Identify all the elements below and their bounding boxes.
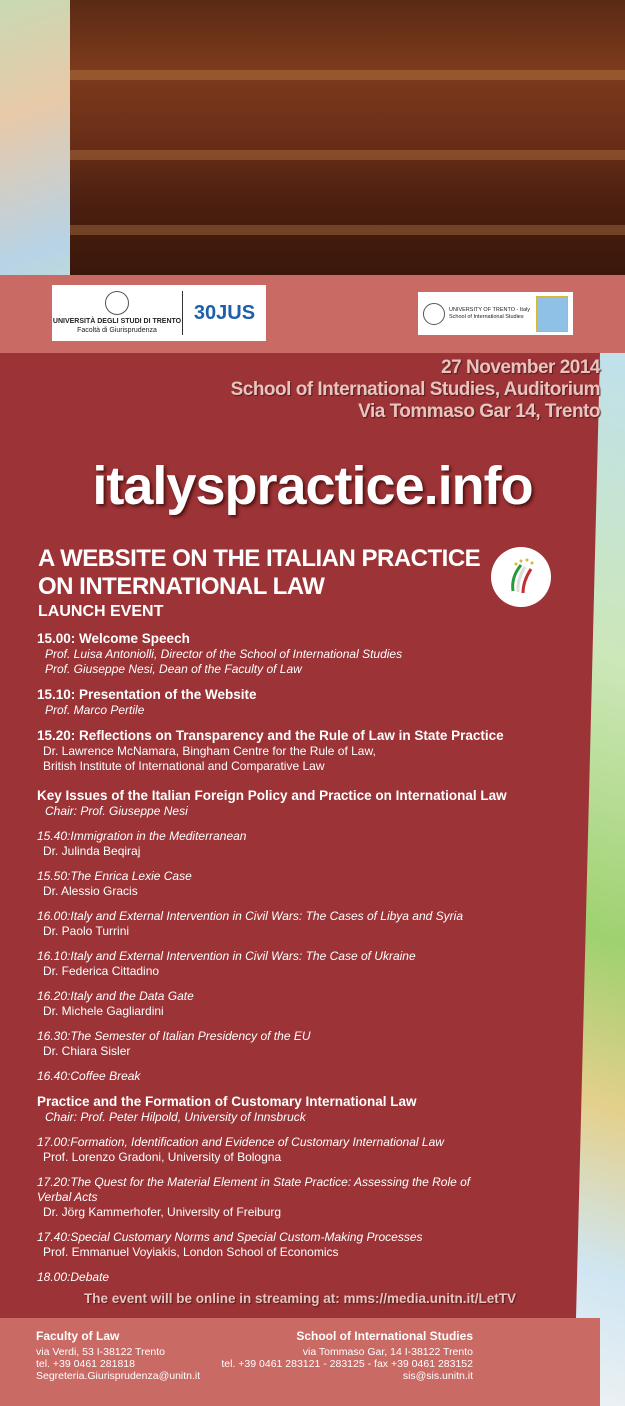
talk [37, 1135, 597, 1165]
footer-right-title: School of International Studies [296, 1329, 473, 1343]
event-info [231, 357, 600, 423]
break-label: Coffee Break [70, 1069, 141, 1083]
unitn-law-logo [52, 285, 266, 341]
talk-topic: Italy and the Data Gate [70, 989, 194, 1003]
footer-faculty-of-law [36, 1330, 200, 1382]
coffee-break [37, 1069, 597, 1084]
session-header [37, 1094, 597, 1125]
jus-logo: 30JUS [193, 301, 256, 324]
talk [37, 949, 597, 979]
talk [37, 1230, 597, 1260]
program-item-title: 15.10: Presentation of the Website [37, 687, 257, 702]
talk [37, 989, 597, 1019]
talk-topic: The Semester of Italian Presidency of the EU [70, 1029, 311, 1043]
talk [37, 1175, 597, 1220]
program-item [37, 687, 597, 718]
headline-line2: ON INTERNATIONAL LAW [38, 573, 325, 600]
university-seal-icon [423, 303, 445, 325]
talk-speaker: Dr. Jörg Kammerhofer, University of Freiburg [43, 1205, 282, 1219]
debate [37, 1270, 597, 1285]
unitn-left-faculty: Facoltà di Giurisprudenza [77, 327, 157, 334]
talk-topic: Special Customary Norms and Special Custom-Making Processes [70, 1230, 423, 1244]
session1-chair: Chair: Prof. Giuseppe Nesi [45, 804, 188, 818]
headline [38, 545, 480, 601]
program-item-title: 15.20: Reflections on Transparency and the Rule of Law in State Practice [37, 728, 504, 743]
program-item-speaker: British Institute of International and Comparative Law [43, 759, 325, 773]
talk-time: 15.50: [37, 869, 71, 883]
session-header [37, 788, 597, 819]
sis-crest-icon [536, 296, 568, 332]
program-item-speaker: Prof. Giuseppe Nesi, Dean of the Faculty of Law [45, 662, 302, 676]
university-seal-icon [105, 291, 129, 315]
footer-right-phone: tel. +39 0461 283121 - 283125 - fax +39 0461 283152 [221, 1358, 473, 1370]
talk-speaker: Prof. Emmanuel Voyiakis, London School of Economics [43, 1245, 339, 1259]
launch-event-label: LAUNCH EVENT [38, 603, 164, 620]
talk-time: 16.20: [37, 989, 71, 1003]
event-venue: School of International Studies, Auditorium [230, 379, 600, 400]
talk-speaker: Dr. Alessio Gracis [43, 884, 138, 898]
program-item-speaker: Prof. Luisa Antoniolli, Director of the School of International Studies [45, 647, 403, 661]
talk-speaker: Dr. Paolo Turrini [43, 924, 130, 938]
talk-time: 16.10: [37, 949, 71, 963]
talk [37, 909, 597, 939]
footer-right-email[interactable]: sis@sis.unitn.it [402, 1370, 473, 1382]
parliament-photo [70, 0, 625, 275]
footer-left-address: via Verdi, 53 I-38122 Trento [36, 1346, 165, 1358]
talk-speaker: Dr. Federica Cittadino [43, 964, 160, 978]
talk-time: 15.40: [37, 829, 71, 843]
talk-topic: The Quest for the Material Element in State Practice: Assessing the Role of Verbal Acts [37, 1175, 471, 1204]
unitn-right-school: School of International Studies [449, 313, 524, 320]
talk-topic: Italy and External Intervention in Civil Wars: The Case of Ukraine [70, 949, 416, 963]
unitn-right-name: UNIVERSITY OF TRENTO - Italy [449, 306, 530, 313]
program-item-title: 15.00: Welcome Speech [37, 631, 190, 646]
break-time: 16.40: [37, 1069, 71, 1083]
program-item-speaker: Prof. Marco Pertile [45, 703, 145, 717]
talk-time: 17.40: [37, 1230, 71, 1244]
session2-title: Practice and the Formation of Customary International Law [37, 1094, 417, 1109]
unitn-left-name: UNIVERSITÀ DEGLI STUDI DI TRENTO [52, 318, 182, 325]
program-item-speaker: Dr. Lawrence McNamara, Bingham Centre for the Rule of Law, [43, 744, 376, 758]
session1-title: Key Issues of the Italian Foreign Policy and Practice on International Law [37, 788, 507, 803]
talk-speaker: Dr. Chiara Sisler [43, 1044, 131, 1058]
talk-time: 16.00: [37, 909, 71, 923]
talk [37, 1029, 597, 1059]
talk-topic: Immigration in the Mediterranean [70, 829, 247, 843]
talk-time: 17.20: [37, 1175, 71, 1189]
headline-line1: A WEBSITE ON THE ITALIAN PRACTICE [38, 545, 481, 572]
footer-left-email[interactable]: Segreteria.Giurisprudenza@unitn.it [36, 1370, 201, 1382]
footer-right-address: via Tommaso Gar, 14 I-38122 Trento [302, 1346, 473, 1358]
footer-school [221, 1330, 473, 1382]
program [37, 631, 597, 1295]
talk-topic: Formation, Identification and Evidence of Customary International Law [70, 1135, 444, 1149]
footer-left-title: Faculty of Law [36, 1329, 120, 1343]
talk-speaker: Dr. Michele Gagliardini [43, 1004, 164, 1018]
debate-time: 18.00: [37, 1270, 71, 1284]
session2-chair: Chair: Prof. Peter Hilpold, University of Innsbruck [45, 1110, 306, 1124]
talk-topic: The Enrica Lexie Case [70, 869, 192, 883]
debate-label: Debate [70, 1270, 110, 1284]
italyspractice-logo-icon [491, 547, 551, 607]
talk [37, 829, 597, 859]
program-item [37, 631, 597, 677]
talk-time: 17.00: [37, 1135, 71, 1149]
unitn-sis-logo [418, 292, 573, 335]
talk-speaker: Dr. Julinda Beqiraj [43, 844, 141, 858]
talk [37, 869, 597, 899]
program-item [37, 728, 597, 774]
talk-speaker: Prof. Lorenzo Gradoni, University of Bologna [43, 1150, 282, 1164]
event-date: 27 November 2014 [441, 357, 600, 378]
talk-topic: Italy and External Intervention in Civil Wars: The Cases of Libya and Syria [70, 909, 464, 923]
website-title: italyspractice.info [92, 456, 533, 516]
event-address: Via Tommaso Gar 14, Trento [358, 401, 600, 422]
streaming-notice: The event will be online in streaming at: mms://media.unitn.it/LetTV [83, 1291, 517, 1306]
footer-left-phone: tel. +39 0461 281818 [36, 1358, 135, 1370]
talk-time: 16.30: [37, 1029, 71, 1043]
